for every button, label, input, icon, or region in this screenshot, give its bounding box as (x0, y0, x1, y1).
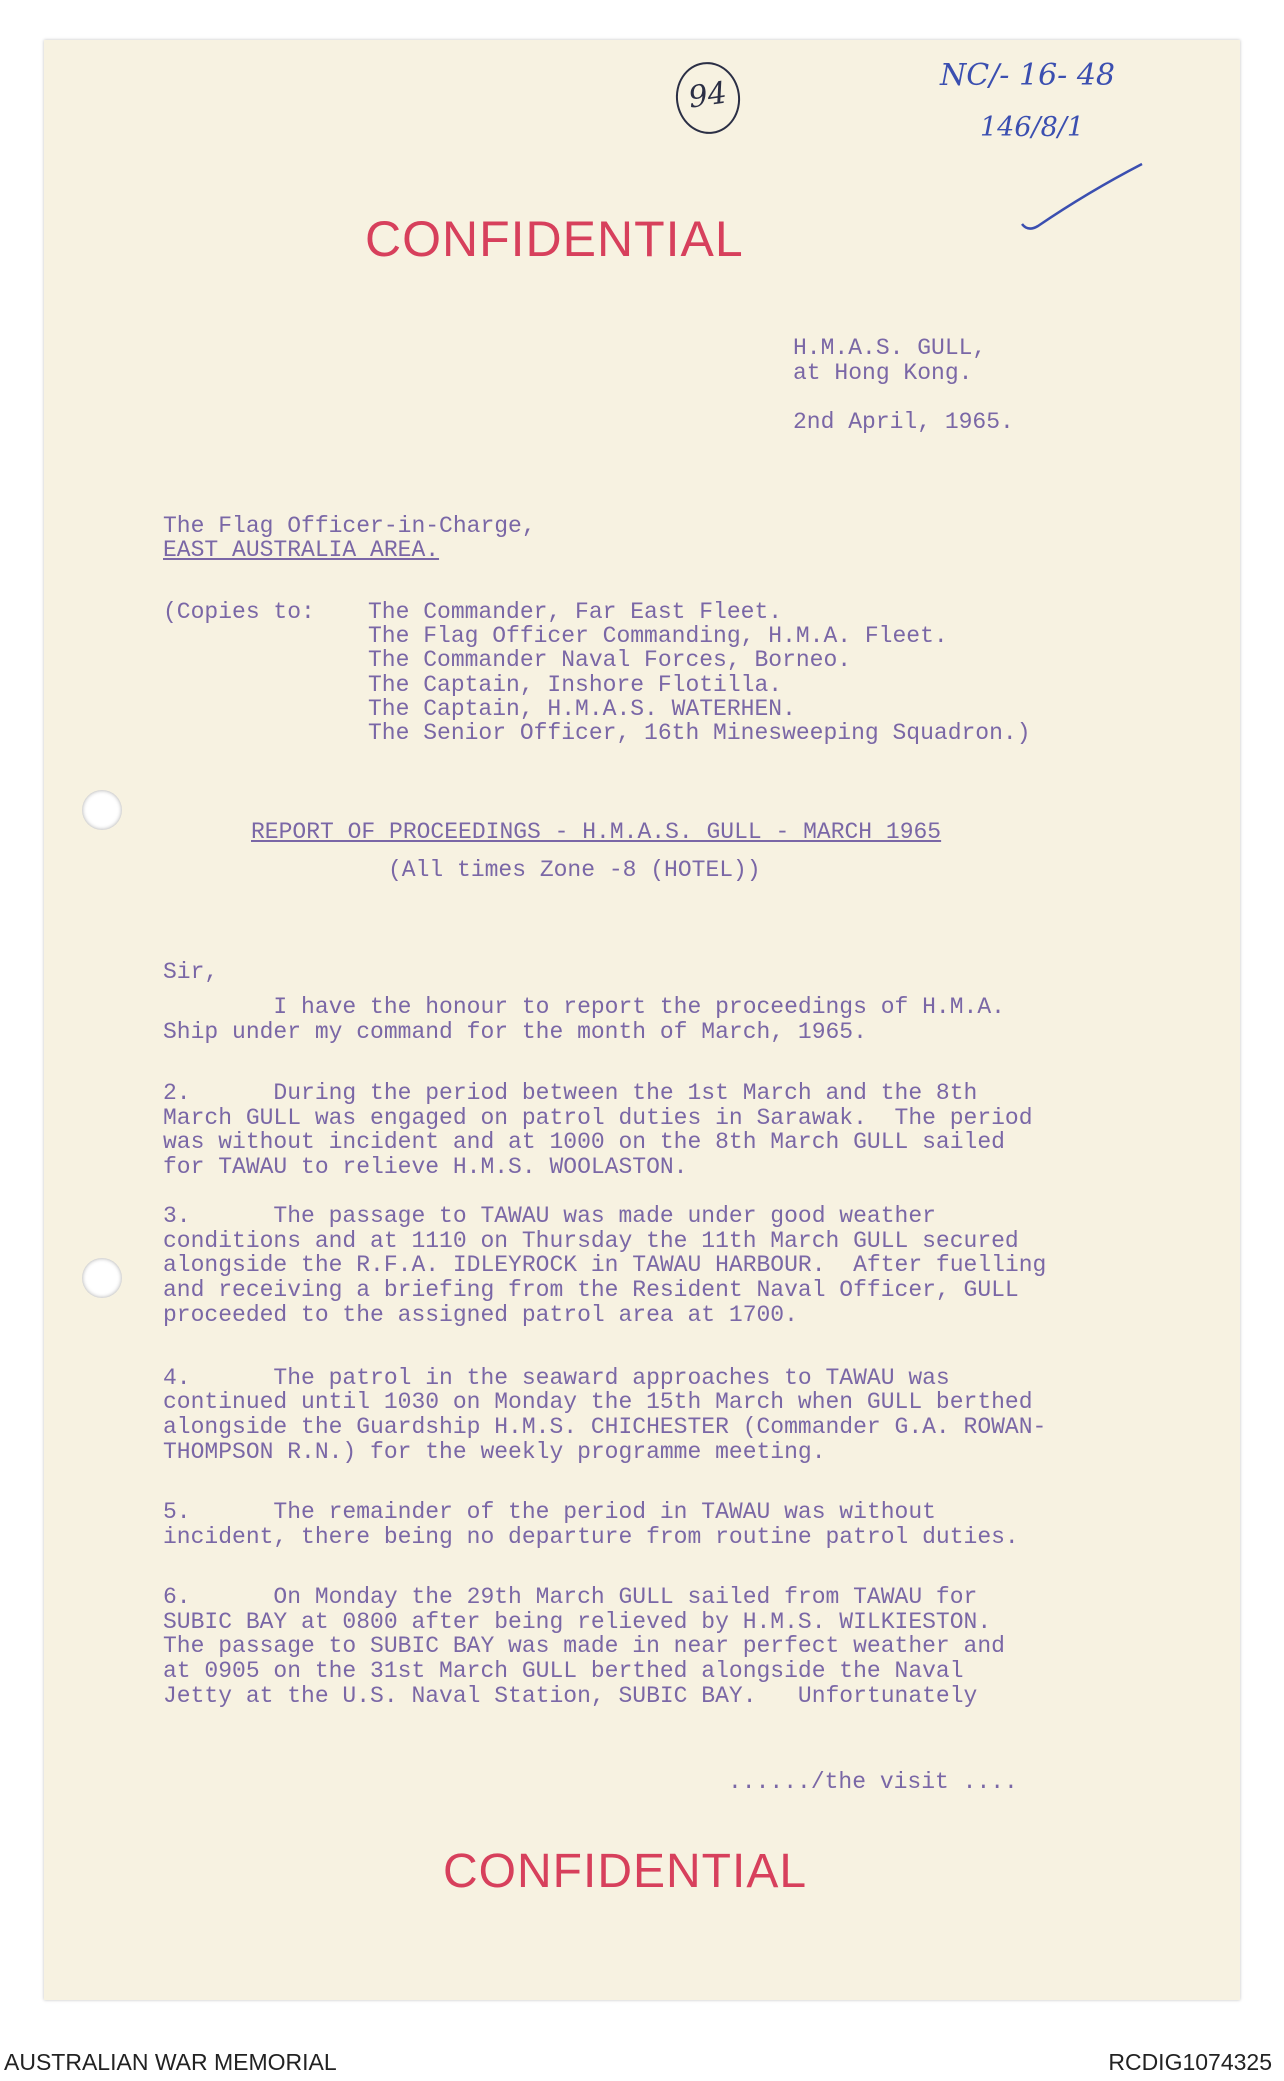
paragraph-line: 4. The patrol in the seaward approaches to TAWAU was (163, 1365, 950, 1391)
copies-recipient: The Commander Naval Forces, Borneo. (368, 647, 852, 673)
copies-recipient: The Captain, Inshore Flotilla. (368, 672, 783, 698)
paragraph-line: was without incident and at 1000 on the 8th March GULL sailed (163, 1129, 1005, 1155)
paragraph-line: conditions and at 1110 on Thursday the 11th March GULL secured (163, 1228, 1019, 1254)
folio-number: 94 (671, 58, 744, 138)
copies-recipient: The Flag Officer Commanding, H.M.A. Fleet. (368, 623, 948, 649)
paragraph-line: Jetty at the U.S. Naval Station, SUBIC BAY. Unfortunately (163, 1683, 978, 1709)
paragraph-line: proceeded to the assigned patrol area at 1700. (163, 1302, 798, 1328)
handwritten-reference: NC/- 16- 48 (940, 58, 1116, 93)
archive-name: AUSTRALIAN WAR MEMORIAL (4, 2049, 337, 2075)
addressee-line-1: The Flag Officer-in-Charge, (163, 513, 536, 539)
paragraph-line: The passage to SUBIC BAY was made in near perfect weather and (163, 1633, 1005, 1659)
addressee-line-2: EAST AUSTRALIA AREA. (163, 537, 440, 563)
paragraph-line: THOMPSON R.N.) for the weekly programme meeting. (163, 1439, 826, 1465)
paragraph-line: 6. On Monday the 29th March GULL sailed from TAWAU for (163, 1584, 978, 1610)
report-title: REPORT OF PROCEEDINGS - H.M.A.S. GULL - MARCH 1965 (251, 819, 942, 845)
confidential-stamp-bottom: CONFIDENTIAL (443, 1845, 808, 1898)
copies-recipient: The Senior Officer, 16th Minesweeping Squadron.) (368, 720, 1031, 746)
paragraph-line: SUBIC BAY at 0800 after being relieved by H.M.S. WILKIESTON. (163, 1609, 992, 1635)
paragraph-line: continued until 1030 on Monday the 15th March when GULL berthed (163, 1389, 1033, 1415)
letter-date: 2nd April, 1965. (793, 409, 1014, 435)
punch-hole-upper (82, 790, 122, 830)
confidential-stamp-top: CONFIDENTIAL (365, 211, 744, 267)
report-subtitle: (All times Zone -8 (HOTEL)) (388, 857, 761, 883)
paragraph-line: and receiving a briefing from the Resident Naval Officer, GULL (163, 1277, 1019, 1303)
copies-label: (Copies to: (163, 599, 315, 625)
paragraph-line: I have the honour to report the proceedings of H.M.A. (163, 994, 1005, 1020)
paragraph-line: Ship under my command for the month of March, 1965. (163, 1019, 867, 1045)
copies-recipient: The Commander, Far East Fleet. (368, 599, 783, 625)
copies-recipient: The Captain, H.M.A.S. WATERHEN. (368, 696, 796, 722)
paragraph-line: alongside the R.F.A. IDLEYROCK in TAWAU HARBOUR. After fuelling (163, 1252, 1047, 1278)
paragraph-line: March GULL was engaged on patrol duties in Sarawak. The period (163, 1105, 1033, 1131)
paragraph-line: 5. The remainder of the period in TAWAU was without (163, 1499, 936, 1525)
salutation: Sir, (163, 959, 219, 985)
ship-name: H.M.A.S. GULL, (793, 335, 987, 361)
paragraph-line: for TAWAU to relieve H.M.S. WOOLASTON. (163, 1154, 688, 1180)
paragraph-line: incident, there being no departure from routine patrol duties. (163, 1524, 1019, 1550)
check-mark-icon (1018, 158, 1148, 238)
ship-location: at Hong Kong. (793, 360, 973, 386)
paragraph-line: 3. The passage to TAWAU was made under good weather (163, 1203, 936, 1229)
punch-hole-lower (82, 1258, 122, 1298)
paragraph-line: at 0905 on the 31st March GULL berthed alongside the Naval (163, 1658, 964, 1684)
handwritten-file-number: 146/8/1 (980, 112, 1085, 143)
record-id: RCDIG1074325 (1108, 2049, 1272, 2075)
continuation-note: ....../the visit .... (728, 1769, 1018, 1795)
paragraph-line: 2. During the period between the 1st March and the 8th (163, 1080, 978, 1106)
paragraph-line: alongside the Guardship H.M.S. CHICHESTER (Commander G.A. ROWAN- (163, 1414, 1047, 1440)
